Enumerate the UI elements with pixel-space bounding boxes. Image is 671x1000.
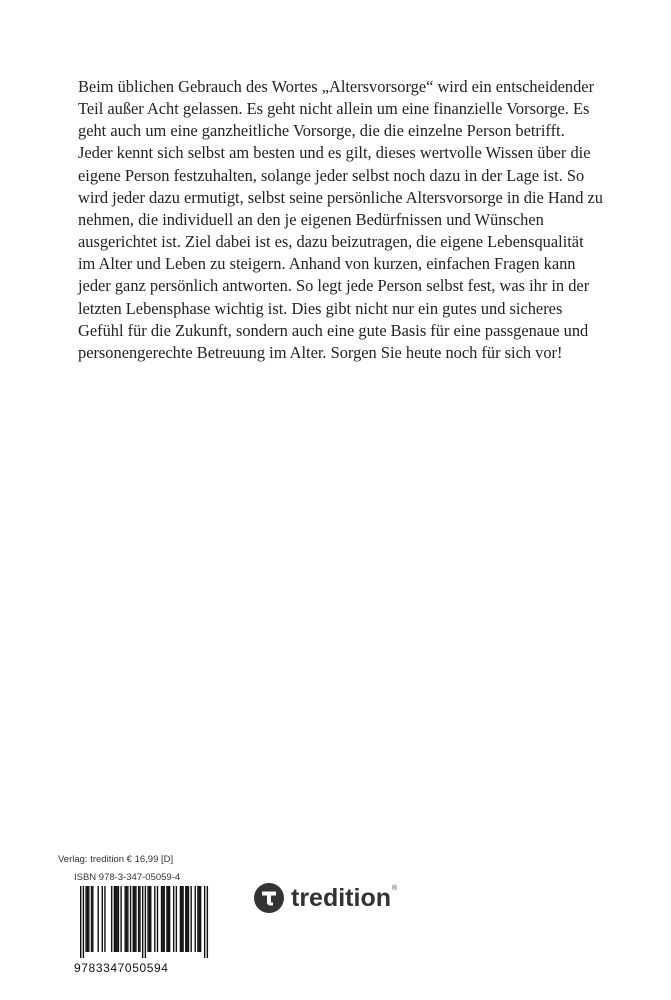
barcode-bar bbox=[124, 886, 125, 952]
barcode-bar bbox=[207, 886, 208, 958]
blurb-line: personengerechte Betreuung im Alter. Sorgen Sie heute noch für sich vor! bbox=[78, 342, 563, 362]
barcode-bar bbox=[138, 886, 139, 952]
barcode-bar bbox=[118, 886, 119, 952]
barcode-bar bbox=[185, 886, 186, 952]
barcode-bar bbox=[111, 886, 112, 952]
barcode-bar bbox=[161, 886, 162, 952]
barcode-bar bbox=[114, 886, 115, 952]
barcode-bar bbox=[168, 886, 169, 952]
barcode-bar bbox=[127, 886, 128, 952]
barcode-bar bbox=[142, 886, 143, 958]
blurb-line: wird jeder dazu ermutigt, selbst seine persönliche Altersvorsorge in die Hand zu bbox=[78, 187, 603, 207]
barcode-bar bbox=[162, 886, 163, 952]
barcode-bar bbox=[104, 886, 105, 952]
barcode-bar bbox=[150, 886, 151, 952]
publisher-name: tredition bbox=[291, 884, 391, 912]
barcode-bar bbox=[166, 886, 167, 952]
barcode-bar bbox=[188, 886, 189, 952]
barcode-bar bbox=[204, 886, 205, 958]
blurb-line: Beim üblichen Gebrauch des Wortes „Altersvorsorge“ wird ein entscheidender bbox=[78, 77, 595, 96]
barcode-bar bbox=[116, 886, 117, 952]
barcode-bar bbox=[115, 886, 116, 952]
barcode-bar bbox=[98, 886, 99, 952]
blurb-line: nehmen, die individuell an den je eigenen Bedürfnissen und Wünschen bbox=[78, 209, 544, 229]
barcode-bar bbox=[133, 886, 134, 952]
barcode-bar bbox=[85, 886, 86, 952]
barcode-block bbox=[58, 852, 214, 980]
tredition-logo-icon bbox=[254, 883, 284, 913]
barcode-bar bbox=[80, 886, 81, 958]
barcode-bar bbox=[126, 886, 127, 952]
blurb-line: letzten Lebensphase wichtig ist. Dies gibt nicht nur ein gutes und sicheres bbox=[78, 298, 563, 318]
barcode-bar bbox=[173, 886, 174, 952]
barcode-bar bbox=[83, 886, 84, 958]
barcode-bar bbox=[180, 886, 181, 952]
barcode-bar bbox=[195, 886, 196, 952]
barcode-bars bbox=[74, 886, 214, 958]
blurb-line: jeder ganz persönlich antworten. So legt jede Person selbst fest, was ihr in der bbox=[78, 276, 590, 296]
barcode-bar bbox=[182, 886, 183, 952]
barcode-bar bbox=[154, 886, 155, 952]
barcode-bar bbox=[181, 886, 182, 952]
barcode-bar bbox=[92, 886, 93, 952]
barcode-bar bbox=[164, 886, 165, 952]
isbn-label: ISBN 978-3-347-05059-4 bbox=[74, 872, 181, 883]
barcode-bar bbox=[197, 886, 198, 952]
barcode-bar bbox=[199, 886, 200, 952]
barcode-bar bbox=[200, 886, 201, 952]
barcode-bar bbox=[134, 886, 135, 952]
barcode-bar bbox=[87, 886, 88, 952]
barcode-bar bbox=[130, 886, 131, 952]
barcode-bar bbox=[169, 886, 170, 952]
barcode-bar bbox=[102, 886, 103, 952]
barcode-bar bbox=[139, 886, 140, 952]
barcode-bar bbox=[91, 886, 92, 952]
blurb-line: Teil außer Acht gelassen. Es geht nicht allein um eine finanzielle Vorsorge. Es bbox=[78, 99, 590, 119]
publisher-logo bbox=[254, 878, 397, 918]
barcode-bar bbox=[186, 886, 187, 952]
barcode-bar bbox=[176, 886, 177, 952]
barcode-bar bbox=[145, 886, 146, 958]
barcode-bar bbox=[147, 886, 148, 952]
barcode-bar bbox=[135, 886, 136, 952]
registered-mark: ® bbox=[392, 885, 398, 892]
barcode-bar bbox=[157, 886, 158, 952]
price-label: Verlag: tredition € 16,99 [D] bbox=[58, 854, 174, 865]
blurb-line: Gefühl für die Zukunft, sondern auch eine gute Basis für eine passgenaue und bbox=[78, 320, 589, 340]
barcode-bar bbox=[120, 886, 121, 952]
blurb-line: ausgerichtet ist. Ziel dabei ist es, dazu beizutragen, die eigene Lebensqualität bbox=[78, 232, 584, 252]
barcode-number: 9783347050594 bbox=[74, 961, 169, 975]
blurb-line: im Alter und Leben zu steigern. Anhand von kurzen, einfachen Fragen kann bbox=[78, 254, 576, 274]
barcode-bar bbox=[88, 886, 89, 952]
blurb-line: eigene Person festzuhalten, solange jeder selbst noch dazu in der Lage ist. So bbox=[78, 165, 585, 185]
barcode-bar bbox=[190, 886, 191, 952]
blurb-text bbox=[78, 76, 604, 364]
barcode-bar bbox=[149, 886, 150, 952]
blurb-line: geht auch um eine ganzheitliche Vorsorge, die die einzelne Person betrifft. bbox=[78, 121, 565, 141]
blurb-line: Jeder kennt sich selbst am besten und es gilt, dieses wertvolle Wissen über die bbox=[78, 143, 591, 163]
